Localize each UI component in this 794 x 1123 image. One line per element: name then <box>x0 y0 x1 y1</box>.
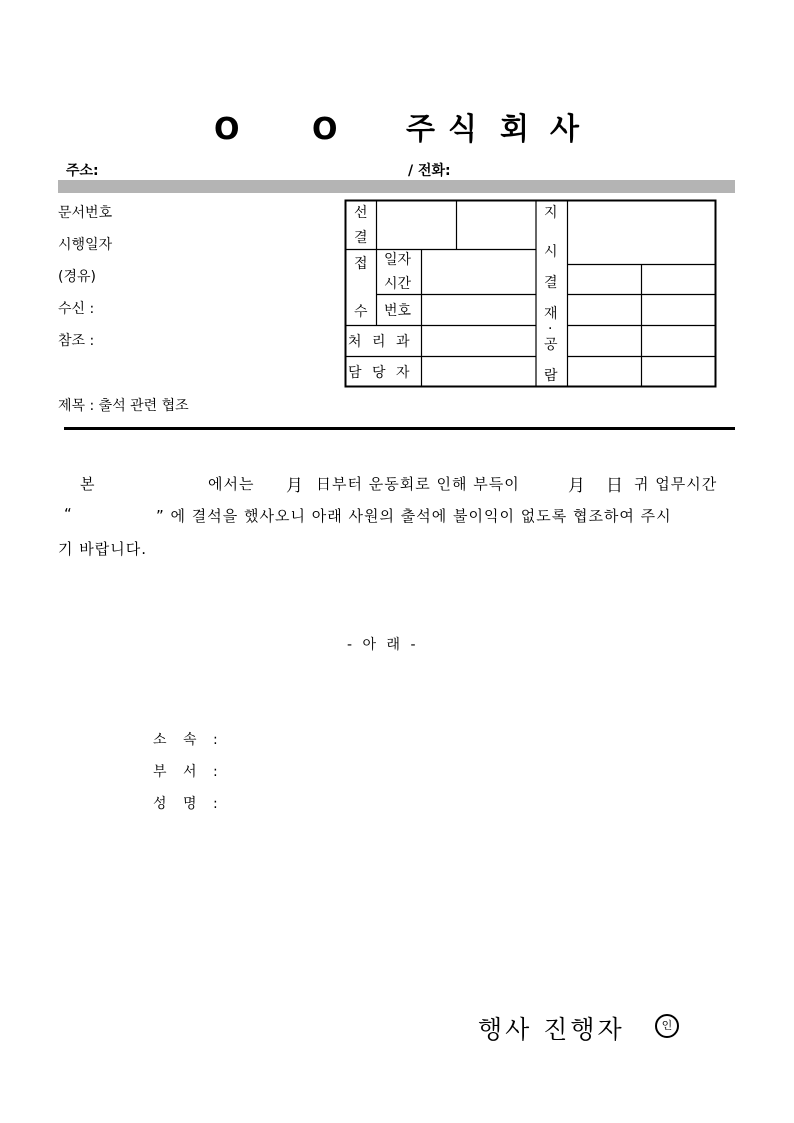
label-gyeol2: 결 <box>544 275 558 291</box>
label-gong: 공 <box>544 337 558 353</box>
label-time: 시간 <box>384 276 412 292</box>
label-jeop: 접 <box>354 256 368 272</box>
below-heading: - 아 래 - <box>347 637 419 653</box>
name-label: 성 명 : <box>153 796 224 812</box>
title-char-3: 주 <box>406 112 435 147</box>
label-number: 번호 <box>384 303 412 319</box>
reference-label: 참조 : <box>58 333 95 349</box>
label-ji: 지 <box>544 205 558 221</box>
seal-mark: 인 <box>655 1014 679 1038</box>
body-month-1: 月 <box>286 476 304 496</box>
title-char-5: 회 <box>500 112 529 147</box>
affiliation-label: 소 속 : <box>153 732 224 748</box>
label-dept: 처 리 과 <box>348 334 413 350</box>
body-text-3: 기 바랍니다. <box>58 540 147 558</box>
label-dot: · <box>548 321 553 337</box>
body-text-2: ” 에 결석을 했사오니 아래 사원의 출석에 불이익이 없도록 협조하여 주시 <box>156 507 672 525</box>
company-title <box>0 110 794 154</box>
exec-date-label: 시행일자 <box>58 237 113 253</box>
via-label: (경유) <box>58 269 96 285</box>
phone-label: / 전화: <box>408 163 451 179</box>
body-month-2: 月 <box>568 476 586 496</box>
body-text-1a: 본 <box>80 475 96 493</box>
header-band <box>58 180 735 193</box>
body-quote-open: “ <box>64 505 73 523</box>
doc-number-label: 문서번호 <box>58 205 113 221</box>
organizer-signature: 행사 진행자 <box>478 1015 625 1044</box>
label-jae: 재 <box>544 306 558 322</box>
label-ram: 람 <box>544 368 558 384</box>
label-su: 수 <box>354 304 368 320</box>
label-seon: 선 <box>354 205 368 221</box>
address-label: 주소: <box>66 163 99 179</box>
department-label: 부 서 : <box>153 764 224 780</box>
title-char-6: 사 <box>550 112 579 147</box>
label-si: 시 <box>544 244 558 260</box>
section-divider <box>64 427 735 430</box>
label-manager: 담 당 자 <box>348 365 413 381</box>
body-text-1b: 에서는 <box>208 475 255 493</box>
recipient-label: 수신 : <box>58 301 95 317</box>
label-date: 일자 <box>384 252 412 268</box>
body-text-1c: 日부터 운동회로 인해 부득이 <box>316 475 520 493</box>
subject-line: 제목 : 출석 관련 협조 <box>58 398 189 414</box>
body-text-1d: 귀 업무시간 <box>634 475 718 493</box>
title-char-1: O <box>214 112 240 147</box>
approval-table <box>340 195 722 391</box>
label-gyeol: 결 <box>354 230 368 246</box>
title-char-4: 식 <box>448 112 477 147</box>
body-day-2: 日 <box>606 476 624 496</box>
title-char-2: O <box>312 112 338 147</box>
